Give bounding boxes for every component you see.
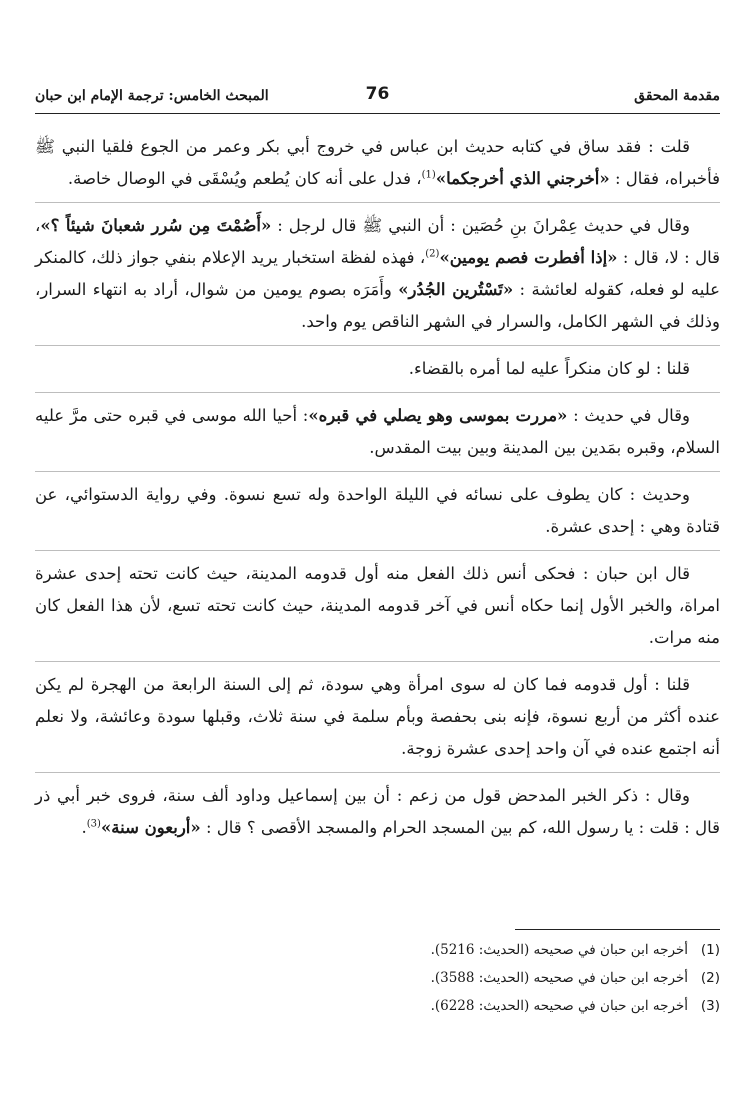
footnote-number: (2) xyxy=(700,970,720,986)
paragraph xyxy=(35,772,720,851)
hadith-quote: «مررت بموسى وهو يصلي في قبره» xyxy=(308,406,568,425)
text-run: ، فدل على أنه كان يُطعم ويُسْقَى في الوصال خاصة. xyxy=(67,169,422,188)
paragraph xyxy=(35,392,720,471)
footnotes xyxy=(35,936,720,1020)
running-title: المبحث الخامس: ترجمة الإمام ابن حبان xyxy=(35,88,269,104)
paragraph xyxy=(35,550,720,661)
text-run: قال ابن حبان : فحكى أنس ذلك الفعل منه أول قدومه المدينة، حيث كانت تحته إحدى عشرة امراة، والخبر الأول إنما حكاه أنس في آخر قدومه المدينة، حيث كانت تحته تسع، لأن هذا الفعل كان منه مرات. xyxy=(35,564,720,647)
footnote-number: (1) xyxy=(700,942,720,958)
hadith-quote: «أخرجني الذي أخرجكما» xyxy=(435,169,610,188)
footnote-text: أخرجه ابن حبان في صحيحه (الحديث: 3588). xyxy=(430,970,688,986)
text-run: وقال : ذكر الخبر المدحض قول من زعم : أن بين إسماعيل وداود ألف سنة، فروى خبر أبي ذر قال : قلت : يا رسول الله، كم بين المسجد الحرام والمسجد الأقصى ؟ قال : xyxy=(35,786,720,837)
footnote xyxy=(35,992,720,1020)
header-rule xyxy=(35,113,720,114)
text-run: وقال في حديث عِمْرانَ بنِ حُصَين : أن النبي ﷺ قال لرجل : xyxy=(271,216,690,235)
text-run: قلنا : لو كان منكراً عليه لما أمره بالقضاء. xyxy=(408,359,690,378)
hadith-quote: «إذا أفطرت فصم يومين» xyxy=(439,248,618,267)
text-run: وقال في حديث : xyxy=(567,406,690,425)
footnote-ref[interactable]: (1) xyxy=(421,169,436,181)
text-run: قلنا : أول قدومه فما كان له سوى امرأة وهي سودة، ثم إلى السنة الرابعة من الهجرة لم يكن عنده أكثر من أربع نسوة، فإنه بنى بحفصة وبأم سلمة في سنة ثلاث، وقبلها سودة وعائشة، ولا نعلم أنه اجتمع عنده في آن واحد إحدى عشرة زوجة. xyxy=(35,675,720,758)
paragraph xyxy=(35,661,720,772)
section-title: مقدمة المحقق xyxy=(634,88,720,104)
hadith-quote: «أربعون سنة» xyxy=(100,818,201,837)
footnote-ref[interactable]: (2) xyxy=(425,248,440,260)
footnote-text: أخرجه ابن حبان في صحيحه (الحديث: 6228). xyxy=(430,998,688,1014)
footnote-separator xyxy=(515,929,720,930)
text-run: : أحيا الله موسى في قبره حتى مرَّ عليه السلام، وقبره بمَدين بين المدينة وبين بيت المقدس. xyxy=(35,406,720,457)
text-run: وحديث : كان يطوف على نسائه في الليلة الواحدة وله تسع نسوة. وفي رواية الدستوائي، عن قتادة وهي : إحدى عشرة. xyxy=(35,485,720,536)
footnote-text: أخرجه ابن حبان في صحيحه (الحديث: 5216). xyxy=(430,942,688,958)
paragraph xyxy=(35,471,720,550)
page-header xyxy=(35,86,720,112)
paragraph xyxy=(35,124,720,202)
paragraph xyxy=(35,345,720,392)
hadith-quote: «تَسْتُرين الجُدُر» xyxy=(398,280,514,299)
footnote-number: (3) xyxy=(700,998,720,1014)
footnote xyxy=(35,936,720,964)
footnote-ref[interactable]: (3) xyxy=(86,818,101,830)
text-run: قلت : فقد ساق في كتابه حديث ابن عباس في خروج أبي بكر وعمر من الجوع فلقيا النبي ﷺ فأخبراه، فقال : xyxy=(35,137,720,188)
hadith-quote: «أَصُمْتَ مِن سُرر شعبانَ شيئاً ؟» xyxy=(40,216,272,235)
footnote xyxy=(35,964,720,992)
paragraph xyxy=(35,202,720,345)
text-run: وأَمَرَه بصوم يومين من شوال، أراد به انتهاء السرار، وذلك في الشهر الكامل، والسرار في الشهر الناقص يوم واحد. xyxy=(35,280,720,331)
text-run: . xyxy=(81,818,87,837)
page-number: 76 xyxy=(365,84,390,104)
main-text xyxy=(35,124,720,851)
text-run: ، قال : لا، قال : xyxy=(35,216,720,267)
text-run: ، فهذه لفظة استخبار يريد الإعلام بنفي جواز ذلك، كالمنكر عليه لو فعله، كقوله لعائشة : xyxy=(35,248,721,299)
